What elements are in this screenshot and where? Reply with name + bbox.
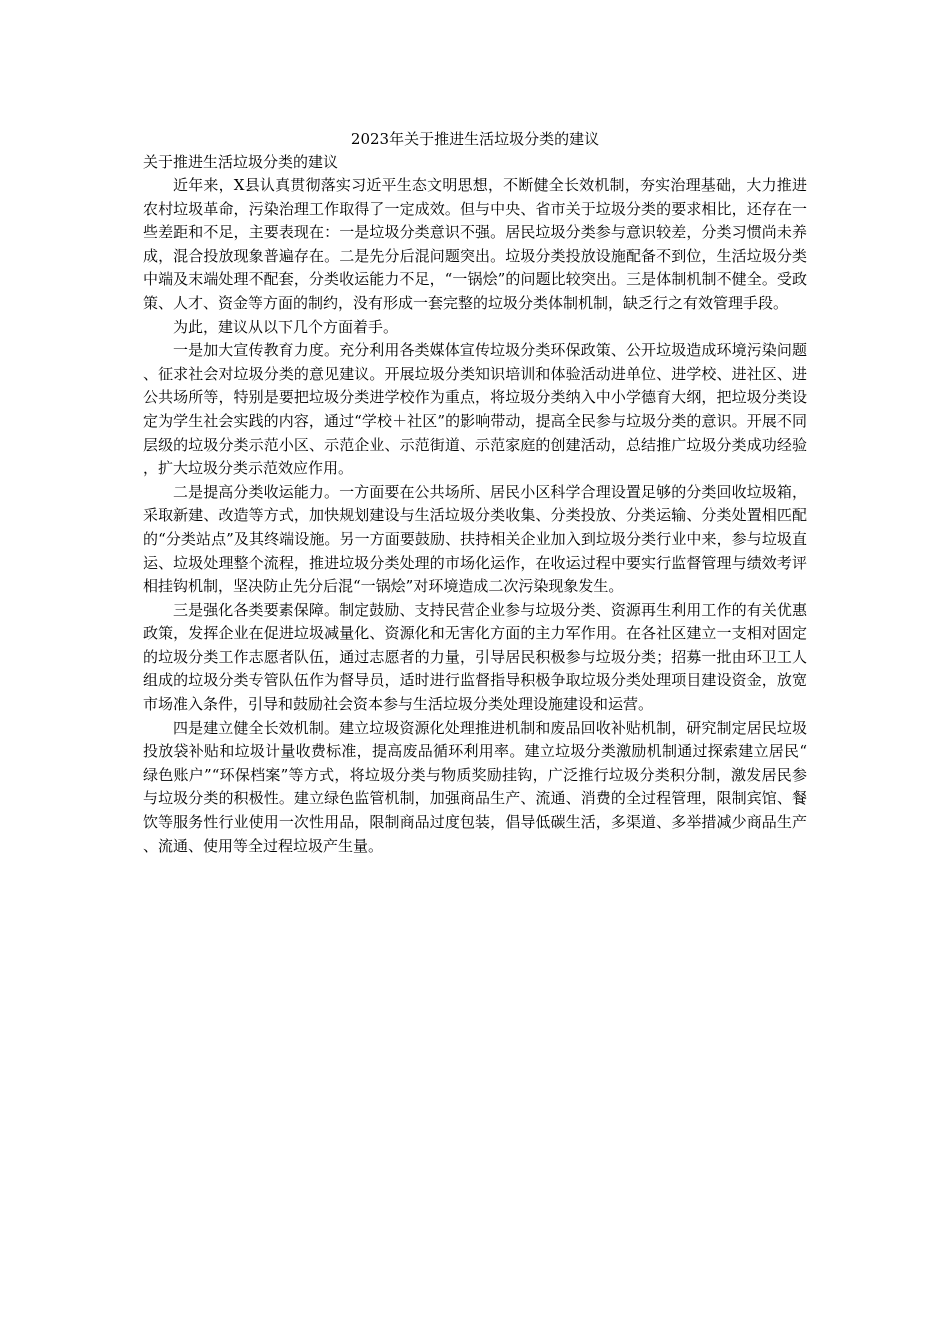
document-title: 2023年关于推进生活垃圾分类的建议 — [350, 130, 600, 148]
paragraph-point-4: 四是建立健全长效机制。建立垃圾资源化处理推进机制和废品回收补贴机制，研究制定居民垃圾投放袋补贴和垃圾计量收费标准，提高废品循环利用率。建立垃圾分类激励机制通过探索建立居民“绿色账户”“环保档案”等方式，将垃圾分类与物质奖励挂钩，广泛推行垃圾分类积分制，激发居民参与垃圾分类的积极性。建立绿色监管机制，加强商品生产、流通、消费的全过程管理，限制宾馆、餐饮等服务性行业使用一次性用品，限制商品过度包装，倡导低碳生活，多渠道、多举措减少商品生产、流通、使用等全过程垃圾产生量。 — [143, 718, 807, 855]
document-subtitle: 关于推进生活垃圾分类的建议 — [143, 153, 339, 171]
document-page — [143, 128, 807, 858]
paragraph-point-3: 三是强化各类要素保障。制定鼓励、支持民营企业参与垃圾分类、资源再生利用工作的有关优惠政策，发挥企业在促进垃圾减量化、资源化和无害化方面的主力军作用。在各社区建立一支相对固定的垃圾分类工作志愿者队伍，通过志愿者的力量，引导居民积极参与垃圾分类；招募一批由环卫工人组成的垃圾分类专管队伍作为督导员，适时进行监督指导积极争取垃圾分类处理项目建设资金，放宽市场准入条件，引导和鼓励社会资本参与生活垃圾分类处理设施建设和运营。 — [143, 600, 807, 714]
paragraph-transition: 为此，建议从以下几个方面着手。 — [173, 317, 399, 336]
paragraph-point-2: 二是提高分类收运能力。一方面要在公共场所、居民小区科学合理设置足够的分类回收垃圾箱，采取新建、改造等方式，加快规划建设与生活垃圾分类收集、分类投放、分类运输、分类处置相匹配的“分类站点”及其终端设施。另一方面要鼓励、扶持相关企业加入到垃圾分类行业中来，参与垃圾直运、垃圾处理整个流程，推进垃圾分类处理的市场化运作，在收运过程中要实行监督管理与绩效考评相挂钩机制，坚决防止先分后混“一锅烩”对环境造成二次污染现象发生。 — [143, 482, 807, 596]
paragraph-point-1: 一是加大宣传教育力度。充分利用各类媒体宣传垃圾分类环保政策、公开垃圾造成环境污染问题、征求社会对垃圾分类的意见建议。开展垃圾分类知识培训和体验活动进单位、进学校、进社区、进公共场所等，特别是要把垃圾分类进学校作为重点，将垃圾分类纳入中小学德育大纲，把垃圾分类设定为学生社会实践的内容，通过“学校＋社区”的影响带动，提高全民参与垃圾分类的意识。开展不同层级的垃圾分类示范小区、示范企业、示范街道、示范家庭的创建活动，总结推广垃圾分类成功经验，扩大垃圾分类示范效应作用。 — [143, 341, 807, 478]
paragraph-intro: 近年来，X县认真贯彻落实习近平生态文明思想，不断健全长效机制，夯实治理基础，大力推进农村垃圾革命，污染治理工作取得了一定成效。但与中央、省市关于垃圾分类的要求相比，还存在一些差距和不足，主要表现在：一是垃圾分类意识不强。居民垃圾分类参与意识较差，分类习惯尚未养成，混合投放现象普遍存在。二是先分后混问题突出。垃圾分类投放设施配备不到位，生活垃圾分类中端及末端处理不配套，分类收运能力不足，“一锅烩”的问题比较突出。三是体制机制不健全。受政策、人才、资金等方面的制约，没有形成一套完整的垃圾分类体制机制，缺乏行之有效管理手段。 — [143, 176, 807, 312]
